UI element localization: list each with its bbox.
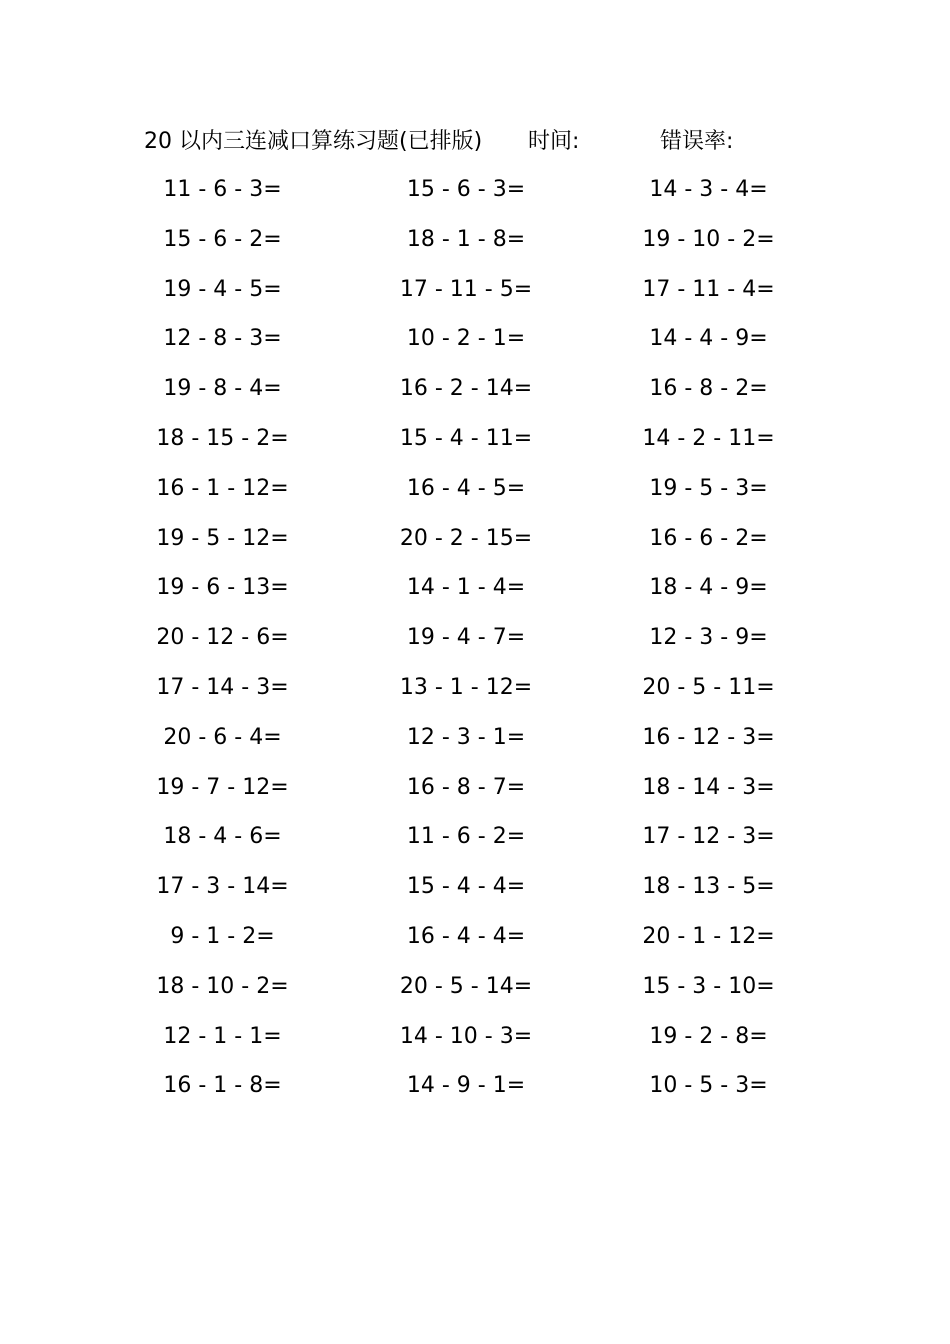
problem-item: 19 - 5 - 3= [649, 475, 768, 501]
problem-item: 19 - 5 - 12= [156, 525, 289, 551]
problem-item: 15 - 6 - 3= [406, 177, 526, 202]
problem-item: 16 - 8 - 7= [406, 774, 526, 800]
time-label: 时间: [528, 129, 580, 154]
problem-item: 15 - 3 - 10= [642, 973, 775, 999]
problem-item: 12 - 3 - 1= [406, 724, 526, 750]
problem-item: 20 - 1 - 12= [642, 923, 775, 949]
problem-item: 14 - 9 - 1= [406, 1073, 526, 1099]
problem-item: 16 - 12 - 3= [642, 724, 775, 750]
problem-item: 20 - 5 - 14= [399, 973, 533, 999]
problem-item: 17 - 12 - 3= [642, 824, 775, 850]
problem-item: 14 - 4 - 9= [649, 326, 768, 352]
problem-item: 18 - 13 - 5= [642, 874, 775, 900]
problem-item: 17 - 11 - 5= [399, 276, 533, 302]
problem-item: 18 - 10 - 2= [156, 973, 289, 999]
problem-item: 13 - 1 - 12= [399, 674, 533, 700]
problem-item: 20 - 2 - 15= [399, 525, 533, 551]
problem-item: 9 - 1 - 2= [170, 923, 275, 949]
problem-item: 19 - 6 - 13= [156, 575, 289, 601]
problem-item: 20 - 6 - 4= [163, 724, 282, 750]
problem-item: 20 - 5 - 11= [642, 674, 775, 700]
problem-item: 16 - 2 - 14= [399, 376, 533, 402]
problem-item: 10 - 2 - 1= [406, 326, 526, 352]
problem-item: 19 - 4 - 7= [406, 625, 526, 651]
problem-item: 15 - 4 - 11= [399, 425, 533, 451]
problem-item: 16 - 6 - 2= [649, 525, 768, 551]
problem-item: 18 - 15 - 2= [156, 425, 289, 451]
problem-item: 20 - 12 - 6= [156, 625, 289, 651]
problem-item: 14 - 2 - 11= [642, 425, 775, 451]
problem-item: 12 - 3 - 9= [649, 625, 768, 651]
problem-item: 18 - 4 - 9= [649, 575, 768, 601]
problem-item: 11 - 6 - 2= [406, 824, 526, 850]
problem-item: 14 - 3 - 4= [649, 177, 768, 202]
problem-item: 12 - 1 - 1= [163, 1023, 282, 1049]
problem-item: 19 - 4 - 5= [163, 276, 282, 302]
problem-item: 15 - 4 - 4= [406, 874, 526, 900]
problem-item: 19 - 2 - 8= [649, 1023, 768, 1049]
worksheet-header [144, 124, 844, 160]
worksheet-title: 20 以内三连减口算练习题(已排版) [144, 129, 483, 154]
problem-item: 12 - 8 - 3= [163, 326, 282, 352]
error-rate-label: 错误率: [660, 129, 734, 154]
problem-item: 14 - 10 - 3= [399, 1023, 533, 1049]
problem-item: 18 - 4 - 6= [163, 824, 282, 850]
problem-item: 16 - 8 - 2= [649, 376, 768, 402]
problem-item: 11 - 6 - 3= [163, 177, 282, 202]
problem-item: 15 - 6 - 2= [163, 226, 282, 252]
problem-item: 18 - 14 - 3= [642, 774, 775, 800]
problem-grid [100, 172, 840, 1118]
problem-item: 16 - 1 - 8= [163, 1073, 282, 1099]
problem-item: 17 - 3 - 14= [156, 874, 289, 900]
problem-item: 14 - 1 - 4= [406, 575, 526, 601]
problem-item: 17 - 11 - 4= [642, 276, 775, 302]
problem-item: 17 - 14 - 3= [156, 674, 289, 700]
problem-item: 16 - 1 - 12= [156, 475, 289, 501]
problem-item: 16 - 4 - 4= [406, 923, 526, 949]
problem-item: 19 - 10 - 2= [642, 226, 775, 252]
problem-item: 10 - 5 - 3= [649, 1073, 768, 1099]
problem-item: 19 - 7 - 12= [156, 774, 289, 800]
problem-item: 18 - 1 - 8= [406, 226, 526, 252]
problem-item: 19 - 8 - 4= [163, 376, 282, 402]
problem-item: 16 - 4 - 5= [406, 475, 526, 501]
